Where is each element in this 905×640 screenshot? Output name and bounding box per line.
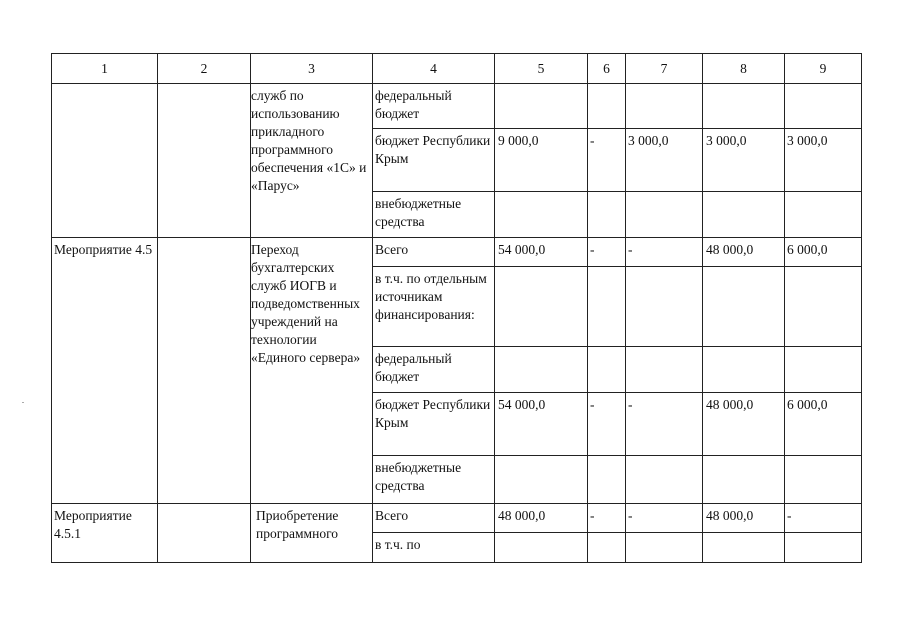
value-5 (495, 456, 587, 459)
value-8: 48 000,0 (706, 397, 754, 412)
value-cell-8 (703, 238, 785, 267)
value-5 (495, 347, 587, 350)
value-cell-7 (626, 456, 703, 504)
funding-source: внебюджетные средства (375, 460, 462, 493)
header-cell-4: 4 (373, 54, 495, 84)
value-8 (703, 84, 784, 87)
source-cell (373, 238, 495, 267)
value-cell-6 (588, 238, 626, 267)
source-cell (373, 504, 495, 533)
value-8 (703, 533, 784, 536)
table-row (52, 504, 862, 533)
source-cell (373, 393, 495, 456)
executor-cell (158, 238, 251, 504)
value-cell-8 (703, 533, 785, 563)
event-description-cell (251, 504, 373, 563)
value-7 (626, 456, 702, 459)
value-8 (703, 192, 784, 195)
value-8 (703, 347, 784, 350)
value-9 (785, 456, 861, 459)
financing-table (51, 53, 862, 563)
funding-source: Всего (375, 242, 409, 257)
value-6 (588, 192, 625, 195)
value-5 (495, 192, 587, 195)
value-cell-9 (785, 456, 862, 504)
header-cell-8: 8 (703, 54, 785, 84)
value-cell-8 (703, 456, 785, 504)
source-cell (373, 267, 495, 347)
value-9: 6 000,0 (787, 242, 828, 257)
header-cell-6: 6 (588, 54, 626, 84)
value-cell-6 (588, 84, 626, 129)
value-6: - (590, 242, 595, 257)
funding-source: Всего (375, 508, 409, 523)
value-cell-6 (588, 533, 626, 563)
value-cell-6 (588, 504, 626, 533)
value-7 (626, 533, 702, 536)
executor-cell (158, 504, 251, 563)
value-cell-7 (626, 129, 703, 192)
value-8 (703, 456, 784, 459)
table-row (52, 238, 862, 267)
value-cell-5 (495, 267, 588, 347)
value-cell-9 (785, 393, 862, 456)
value-cell-5 (495, 129, 588, 192)
value-cell-7 (626, 192, 703, 238)
value-cell-6 (588, 129, 626, 192)
value-5: 54 000,0 (498, 397, 546, 412)
value-6 (588, 84, 625, 87)
header-cell-3: 3 (251, 54, 373, 84)
value-7 (626, 267, 702, 270)
value-5 (495, 84, 587, 87)
value-5 (495, 533, 587, 536)
source-cell (373, 129, 495, 192)
source-cell (373, 456, 495, 504)
funding-source: в т.ч. по (375, 537, 421, 552)
value-7 (626, 347, 702, 350)
value-cell-7 (626, 84, 703, 129)
value-cell-8 (703, 504, 785, 533)
source-cell (373, 347, 495, 393)
value-cell-5 (495, 347, 588, 393)
value-cell-6 (588, 267, 626, 347)
value-6: - (590, 133, 595, 148)
value-9: 3 000,0 (787, 133, 828, 148)
header-cell-2: 2 (158, 54, 251, 84)
value-cell-9 (785, 533, 862, 563)
value-cell-8 (703, 192, 785, 238)
value-cell-5 (495, 533, 588, 563)
value-cell-9 (785, 84, 862, 129)
value-cell-7 (626, 504, 703, 533)
funding-source: внебюджетные средства (375, 196, 462, 229)
value-7 (626, 84, 702, 87)
value-cell-8 (703, 347, 785, 393)
value-9 (785, 267, 861, 270)
value-cell-5 (495, 84, 588, 129)
source-cell (373, 84, 495, 129)
value-6: - (590, 508, 595, 523)
value-cell-9 (785, 238, 862, 267)
value-cell-9 (785, 347, 862, 393)
value-7: - (628, 508, 633, 523)
value-5: 9 000,0 (498, 133, 539, 148)
value-9 (785, 347, 861, 350)
value-9 (785, 533, 861, 536)
event-title: Мероприятие 4.5.1 (54, 508, 132, 541)
value-cell-7 (626, 267, 703, 347)
value-cell-9 (785, 267, 862, 347)
event-description-cell (251, 238, 373, 504)
value-cell-6 (588, 456, 626, 504)
value-6 (588, 347, 625, 350)
funding-source: бюджет Республики Крым (375, 397, 491, 430)
value-cell-6 (588, 347, 626, 393)
event-cell (52, 238, 158, 504)
header-cell-5: 5 (495, 54, 588, 84)
value-8: 48 000,0 (706, 508, 754, 523)
value-8 (703, 267, 784, 270)
value-cell-5 (495, 504, 588, 533)
executor-cell (158, 84, 251, 238)
value-cell-6 (588, 192, 626, 238)
value-9: - (787, 508, 792, 523)
event-description: Приобретение программного (256, 508, 339, 541)
header-cell-7: 7 (626, 54, 703, 84)
value-cell-8 (703, 84, 785, 129)
value-5: 54 000,0 (498, 242, 546, 257)
value-cell-7 (626, 533, 703, 563)
value-cell-5 (495, 238, 588, 267)
value-cell-8 (703, 267, 785, 347)
event-title: Мероприятие 4.5 (54, 242, 153, 257)
header-row (52, 54, 862, 84)
value-6: - (590, 397, 595, 412)
value-cell-7 (626, 238, 703, 267)
funding-source: федеральный бюджет (375, 351, 452, 384)
value-cell-9 (785, 504, 862, 533)
table-row (52, 84, 862, 129)
value-9 (785, 192, 861, 195)
value-8: 3 000,0 (706, 133, 747, 148)
event-cell (52, 504, 158, 563)
value-cell-5 (495, 192, 588, 238)
funding-source: бюджет Республики Крым (375, 133, 491, 166)
value-cell-8 (703, 393, 785, 456)
value-6 (588, 456, 625, 459)
value-8: 48 000,0 (706, 242, 754, 257)
value-6 (588, 533, 625, 536)
value-5: 48 000,0 (498, 508, 546, 523)
value-7 (626, 192, 702, 195)
header-cell-1: 1 (52, 54, 158, 84)
value-cell-5 (495, 393, 588, 456)
event-cell (52, 84, 158, 238)
value-cell-7 (626, 393, 703, 456)
value-cell-5 (495, 456, 588, 504)
scan-speck (22, 402, 24, 403)
value-7: - (628, 397, 633, 412)
funding-source: федеральный бюджет (375, 88, 452, 121)
funding-source: в т.ч. по отдельным источникам финансирования: (375, 271, 487, 322)
value-cell-6 (588, 393, 626, 456)
source-cell (373, 533, 495, 563)
value-7: 3 000,0 (628, 133, 669, 148)
event-description: служб по использованию прикладного программного обеспечения «1С» и «Парус» (251, 88, 367, 193)
event-description: Переход бухгалтерских служб ИОГВ и подведомственных учреждений на технологии «Единого сервера» (251, 242, 361, 365)
value-cell-9 (785, 129, 862, 192)
value-7: - (628, 242, 633, 257)
source-cell (373, 192, 495, 238)
value-9 (785, 84, 861, 87)
value-cell-9 (785, 192, 862, 238)
value-9: 6 000,0 (787, 397, 828, 412)
value-6 (588, 267, 625, 270)
header-cell-9: 9 (785, 54, 862, 84)
value-5 (495, 267, 587, 270)
value-cell-7 (626, 347, 703, 393)
value-cell-8 (703, 129, 785, 192)
event-description-cell (251, 84, 373, 238)
